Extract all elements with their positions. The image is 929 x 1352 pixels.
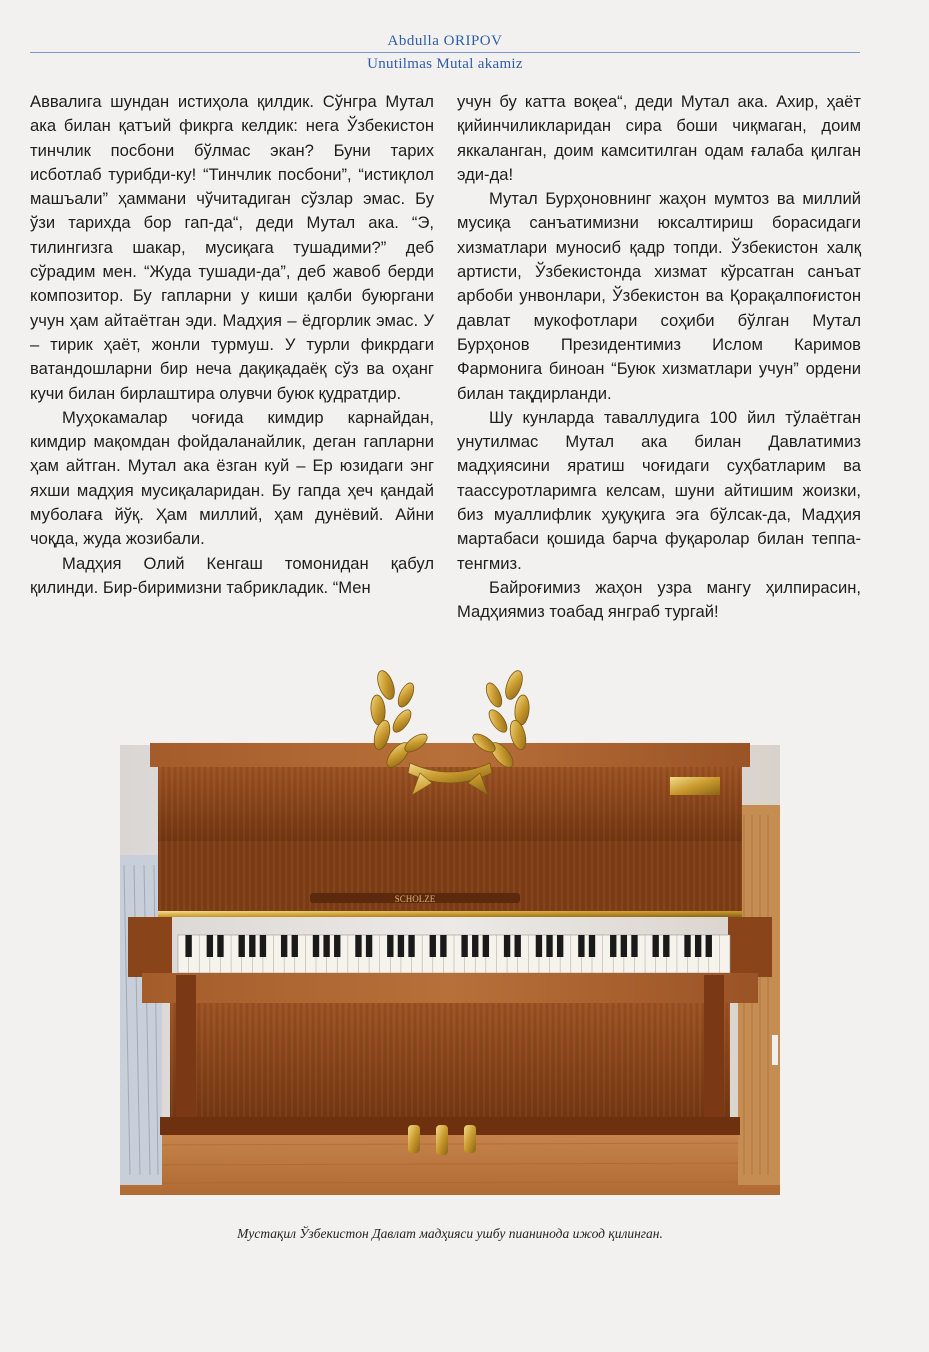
piano-black-key — [260, 935, 266, 957]
piano-black-key — [249, 935, 255, 957]
piano-black-key — [461, 935, 467, 957]
running-header — [30, 32, 860, 73]
piano-black-key — [440, 935, 446, 957]
left-column — [30, 90, 434, 600]
piano-black-key — [706, 935, 712, 957]
piano-black-key — [515, 935, 521, 957]
paragraph: Байроғимиз жаҳон узра мангу ҳилпирасин, Мадҳиямиз тоабад янграб тургай! — [457, 577, 861, 622]
piano-black-key — [653, 935, 659, 957]
photo-caption: Мустақил Ўзбекистон Давлат мадҳияси ушбу пианинода ижод қилинган. — [237, 1226, 663, 1241]
piano-photo — [120, 655, 780, 1195]
paragraph: учун бу катта воқеа“, деди Мутал ака. Ахир, ҳаёт қийинчиликларидан сира боши чиқмаган, доим яккаланган, доим камситилган одам ғалаба қилган эди-да! — [457, 92, 861, 184]
piano-black-key — [292, 935, 298, 957]
piano-black-key — [239, 935, 245, 957]
piano-black-key — [504, 935, 510, 957]
piano-black-key — [355, 935, 361, 957]
piano-black-key — [621, 935, 627, 957]
paragraph: Муҳокамалар чоғида кимдир карнайдан, кимдир мақомдан фойдаланайлик, деган гапларни ҳам айтган. Мутал ака ёзган куй – Ер юзидаги энг яхши мадҳия мусиқаларидан. Бу гапда ҳеч қандай муболаға йўқ. Ҳам миллий, ҳам дунёвий. Айни чоқда, жуда жозибали. — [30, 407, 434, 549]
paragraph: Мутал Бурҳоновнинг жаҳон мумтоз ва миллий мусиқа санъатимизни юксалтириш борасидаги хизматлари муносиб қадр топди. Ўзбекистон халқ артисти, Ўзбекистонда хизмат кўрсатган санъат арбоби унвонлари, Ўзбекистон ва Қорақалпоғистон давлат мукофотлари соҳиби бўлган Мутал Бурҳонов Президентимиз Ислом Каримов Фармонига биноан “Буюк хизматлари учун” ордени билан тақдирланди. — [457, 189, 861, 403]
piano-black-key — [684, 935, 690, 957]
piano-black-key — [663, 935, 669, 957]
piano-black-key — [217, 935, 223, 957]
header-rule — [30, 52, 860, 53]
paragraph: Аввалига шундан истиҳола қилдик. Сўнгра Мутал ака билан қатъий фикрга келдик: нега Ўзбекистон тинчлик посбони бўлмас экан? Буни тарих исботлаб турибди-ку! “Тинчлик посбони”, “истиқлол машъали” ҳаммани чўчитадиган сўзлар эмас. Бу ўзи тарихда бор гап-да“, деди Мутал ака. “Э, тилингизга шакар, мусиқага тушадими?” деб сўрадим мен. “Жуда тушади-да”, деб жавоб берди композитор. Бу гапларни у киши қалби буюргани учун ҳам айтаётган эди. Мадҳия – ёдгорлик эмас. У – тирик ҳаёт, жонли турмуш. У турли фикрдаги ватандошларни бир неча дақиқадаёқ сўз ва оҳанг кучи билан бирлаштира олувчи буюк қудратдир. — [30, 92, 434, 403]
piano-black-key — [281, 935, 287, 957]
paragraph: Мадҳия Олий Кенгаш томонидан қабул қилинди. Бир-биримизни табрикладик. “Мен — [30, 553, 434, 597]
piano-black-key — [557, 935, 563, 957]
piano-black-key — [366, 935, 372, 957]
piano-black-key — [578, 935, 584, 957]
piano-black-key — [334, 935, 340, 957]
piano-black-key — [546, 935, 552, 957]
piano-black-key — [695, 935, 701, 957]
piano-black-key — [536, 935, 542, 957]
piano-black-key — [472, 935, 478, 957]
piano-brand: SCHOLZE — [394, 894, 436, 904]
piano-black-key — [398, 935, 404, 957]
right-column — [457, 90, 861, 625]
paragraph: Шу кунларда таваллудига 100 йил тўлаётган унутилмас Мутал ака билан Давлатимиз мадҳиясини яратиш чоғидаги суҳбатларим ва таассуротларимга келсам, шуни айтишим жоизки, биз муаллифлик ҳуқуқига эга бўлсак-да, Мадҳия мартабаси қошида барча фуқаролар билан теппа-тенгмиз. — [457, 407, 861, 573]
piano-black-key — [323, 935, 329, 957]
piano-black-key — [631, 935, 637, 957]
piano-black-key — [207, 935, 213, 957]
header-subtitle: Unutilmas Mutal akamiz — [367, 56, 523, 72]
piano-black-key — [483, 935, 489, 957]
piano-black-key — [408, 935, 414, 957]
header-author: Abdulla ORIPOV — [387, 33, 503, 49]
piano-black-key — [610, 935, 616, 957]
piano-black-key — [589, 935, 595, 957]
piano-black-key — [185, 935, 191, 957]
piano-black-key — [313, 935, 319, 957]
piano-black-key — [387, 935, 393, 957]
piano-black-key — [430, 935, 436, 957]
